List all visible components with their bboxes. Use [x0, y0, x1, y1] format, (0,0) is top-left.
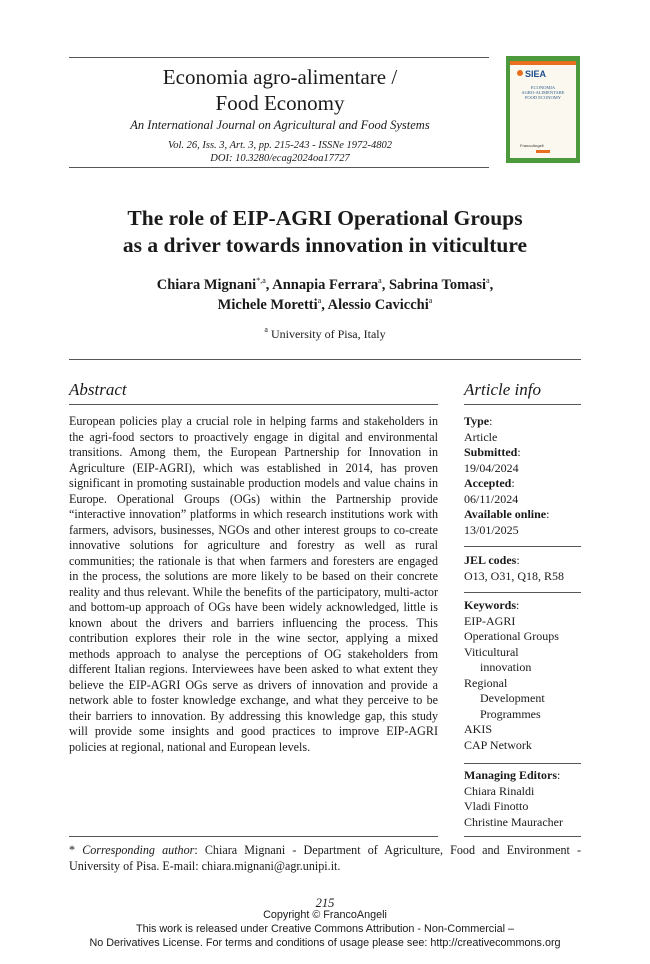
info-bottom-rule [464, 836, 581, 837]
cover-publisher: FrancoAngeli [520, 143, 544, 148]
article-info-heading: Article info [464, 380, 541, 399]
keyword-continuation: Development [480, 691, 545, 705]
managing-editors-box: Managing Editors: Chiara Rinaldi Vladi Finotto Christine Mauracher [464, 768, 580, 830]
cover-title-line: ECONOMIA [530, 85, 556, 90]
license-line-1: This work is released under Creative Commons Attribution - Non-Commercial – [135, 923, 515, 935]
article-title [40, 205, 610, 259]
editor-name: Christine Mauracher [464, 814, 563, 829]
license-line-2: No Derivatives License. For terms and conditions of usage please see: http://creativecommons.org [89, 937, 561, 949]
journal-cover-image [506, 56, 580, 163]
type-value: Article [464, 429, 498, 444]
affiliation [40, 327, 610, 342]
author-name: Chiara Mignani [156, 277, 257, 293]
footnote-label: Corresponding author [82, 843, 195, 857]
info-divider-1 [464, 546, 581, 547]
keywords-box: Keywords: EIP-AGRI Operational Groups Viticultural innovation Regional Development Programmes AKIS CAP Network [464, 598, 580, 753]
cover-logo-icon [517, 70, 523, 76]
abstract-heading: Abstract [69, 380, 127, 399]
author-name: Annapia Ferrara [272, 277, 379, 293]
online-label: Available online [464, 507, 547, 521]
author-superscript: *,a [256, 276, 266, 285]
header-bottom-rule [69, 167, 489, 168]
cover-inner [510, 61, 576, 158]
keyword: CAP Network [464, 737, 532, 752]
keyword-continuation: Programmes [480, 706, 541, 721]
author-superscript: a [428, 296, 433, 305]
header-top-rule [69, 57, 489, 58]
info-divider-3 [464, 763, 581, 764]
author-superscript: a [378, 276, 382, 285]
author-line-1: Chiara Mignani$^{*,a}$, Annapia Ferrara$^a$, Sabrina Tomasi$^a$, [156, 276, 494, 293]
journal-volume-info [70, 139, 490, 165]
page-number: 215 [315, 896, 335, 910]
cover-title-line: FOOD ECONOMY [524, 95, 562, 100]
keyword: EIP-AGRI [464, 613, 516, 628]
author-line-2: Michele Moretti$^a$, Alessio Cavicchi$^a$ [217, 296, 433, 313]
accepted-value: 06/11/2024 [464, 491, 519, 506]
cover-stripe [510, 61, 576, 65]
author-superscript: a [486, 276, 490, 285]
keyword: AKIS [464, 722, 493, 736]
keyword-continuation: innovation [480, 660, 532, 674]
type-label: Type [464, 414, 490, 428]
submitted-value: 19/04/2024 [464, 460, 519, 475]
journal-title [70, 64, 490, 116]
title-bottom-rule [69, 359, 581, 360]
affiliation-superscript: a [264, 325, 268, 334]
online-value: 13/01/2025 [464, 522, 519, 537]
article-title-line2: as a driver towards innovation in viticulture [122, 233, 528, 257]
author-name: Michele Moretti [217, 297, 318, 313]
volume-line: Vol. 26, Iss. 3, Art. 3, pp. 215-243 - ISSNe 1972-4802 [167, 140, 393, 151]
author-name: Alessio Cavicchi [327, 297, 429, 313]
footnote-rule [69, 836, 438, 837]
info-divider-2 [464, 592, 581, 593]
author-list [40, 275, 610, 315]
accepted-label: Accepted [464, 476, 512, 490]
info-heading-rule [464, 404, 581, 405]
editor-name: Vladi Finotto [464, 799, 529, 813]
author-name: Sabrina Tomasi [388, 277, 487, 293]
journal-title-line1: Economia agro-alimentare / [162, 65, 398, 89]
jel-value: O13, O31, Q18, R58 [464, 568, 565, 583]
jel-codes-box: JEL codes: O13, O31, Q18, R58 [464, 553, 580, 584]
abstract-body: European policies play a crucial role in helping farms and stakeholders in the agri-food sectors to proactively engage in digital and environmental transitions. Among them, the European Partnership for Innovation in Agriculture (EIP-AGRI), which was established in 2014, has proven significant in promoting sustainable production models and value chains in Europe. Operational Groups (OGs) within the Partnership provide “interactive innovation” platforms in which research institutions work with farmers, advisors, businesses, NGOs and other interest groups to co-create innovative solutions for agriculture and forestry as well as rural communities; the rationale is that when farmers and foresters are engaged in the process, the solutions are more likely to be based on their concrete reality and thus relevant. While the benefits of the participatory, multi-actor and bottom-up approach of OGs have been widely acknowledged, little is known about the drivers and barriers influencing the process. This contribution explores their role in the wine sector, applying a mixed methods approach to analyse the perceptions of OG stakeholders from different Italian regions. Interviewees have been asked to what extent they believe the EIP-AGRI OGs serve as drivers of innovation and provide a network able to foster knowledge exchange, and what they perceive to be their barriers to innovation. By addressing this knowledge gap, this study will provide some insights and good practices to improve EIP-AGRI policies at regional, national and European levels. [69, 414, 438, 754]
keyword: Operational Groups [464, 629, 559, 643]
abstract-heading-rule [69, 404, 438, 405]
editor-name: Chiara Rinaldi [464, 783, 535, 798]
jel-label: JEL codes [464, 553, 517, 567]
article-title-line1: The role of EIP-AGRI Operational Groups [127, 206, 523, 230]
keyword: Viticultural [464, 644, 519, 659]
cover-title-line: AGRO-ALIMENTARE [521, 90, 565, 95]
affiliation-text: University of Pisa, Italy [270, 327, 386, 341]
copyright-line: Copyright © FrancoAngeli [263, 909, 387, 921]
doi-line: DOI: 10.3280/ecag2024oa17727 [210, 153, 350, 164]
keyword: Regional [464, 675, 508, 690]
keywords-label: Keywords [464, 598, 516, 612]
footnote-marker: * [69, 843, 76, 857]
journal-title-line2: Food Economy [215, 91, 345, 115]
editors-label: Managing Editors [464, 768, 558, 782]
cover-accent-mark [536, 150, 550, 153]
footnote-text: : Chiara Mignani - Department of Agriculture, Food and Environment - University of Pisa. E-mail: chiara.mignani@agr.unipi.it. [69, 843, 582, 873]
journal-subtitle: An International Journal on Agricultural and Food Systems [130, 118, 430, 132]
author-superscript: a [317, 296, 322, 305]
submitted-label: Submitted [464, 445, 518, 459]
article-dates-box: Type: Article Submitted: 19/04/2024 Accepted: 06/11/2024 Available online: 13/01/2025 [464, 414, 580, 538]
corresponding-author-footnote [69, 843, 581, 874]
cover-logo: SIEA [525, 69, 547, 79]
cover-title [514, 85, 572, 100]
